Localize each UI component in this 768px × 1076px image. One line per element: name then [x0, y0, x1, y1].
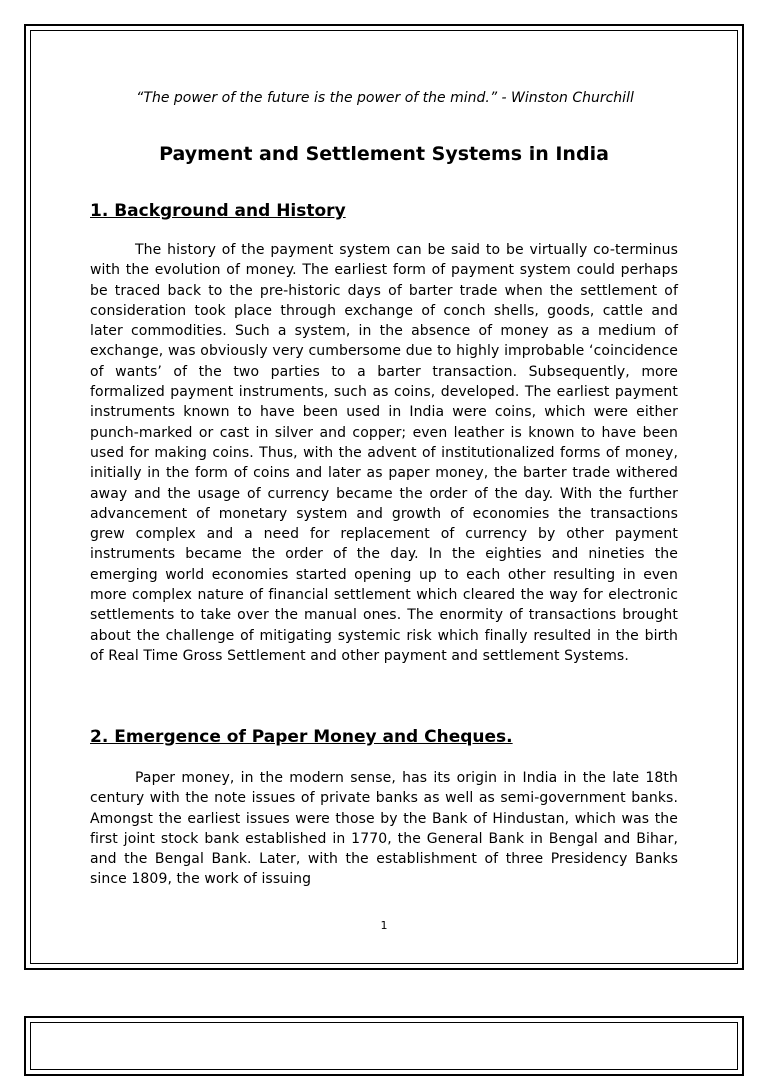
section-paragraph-background: The history of the payment system can be said to be virtually co-terminus with the evolution of money. The earliest form of payment system could perhaps be traced back to the pre-historic days of barter trade when the settlement of consideration took place through exchange of conch shells, goods, cattle and later commodities. Such a system, in the absence of money as a medium of exchange, was obviously very cumbersome due to highly improbable ‘coincidence of wants’ of the two parties to a barter transaction. Subsequently, more formalized payment instruments, such as coins, developed. The earliest payment instruments known to have been used in India were coins, which were either punch-marked or cast in silver and copper; even leather is known to have been used for making coins. Thus, with the advent of institutionalized forms of money, initially in the form of coins and later as paper money, the barter trade withered away and the usage of currency became the order of the day. With the further advancement of monetary system and growth of economies the transactions grew complex and a need for replacement of currency by other payment instruments became the order of the day. In the eighties and nineties the emerging world economies started opening up to each other resulting in even more complex nature of financial settlement which cleared the way for electronic settlements to take over the manual ones. The enormity of transactions brought about the challenge of mitigating systemic risk which finally resulted in the birth of Real Time Gross Settlement and other payment and settlement Systems. — [90, 242, 678, 664]
section-heading-paper-money: 2. Emergence of Paper Money and Cheques. — [90, 727, 513, 747]
page-2-inner-border — [30, 1022, 738, 1070]
section-heading-background: 1. Background and History — [90, 201, 346, 221]
section-paragraph-paper-money: Paper money, in the modern sense, has its origin in India in the late 18th century with the note issues of private banks as well as semi-government banks. Amongst the earliest issues were those by the Bank of Hindustan, which was the first joint stock bank established in 1770, the General Bank in Bengal and Bihar, and the Bengal Bank. Later, with the establishment of three Presidency Banks since 1809, the work of issuing — [90, 770, 678, 888]
page-number: 1 — [380, 919, 388, 932]
document-title: Payment and Settlement Systems in India — [159, 143, 609, 165]
page-2-frame — [24, 1016, 744, 1076]
epigraph-quote: “The power of the future is the power of the mind.” - Winston Churchill — [136, 90, 634, 106]
